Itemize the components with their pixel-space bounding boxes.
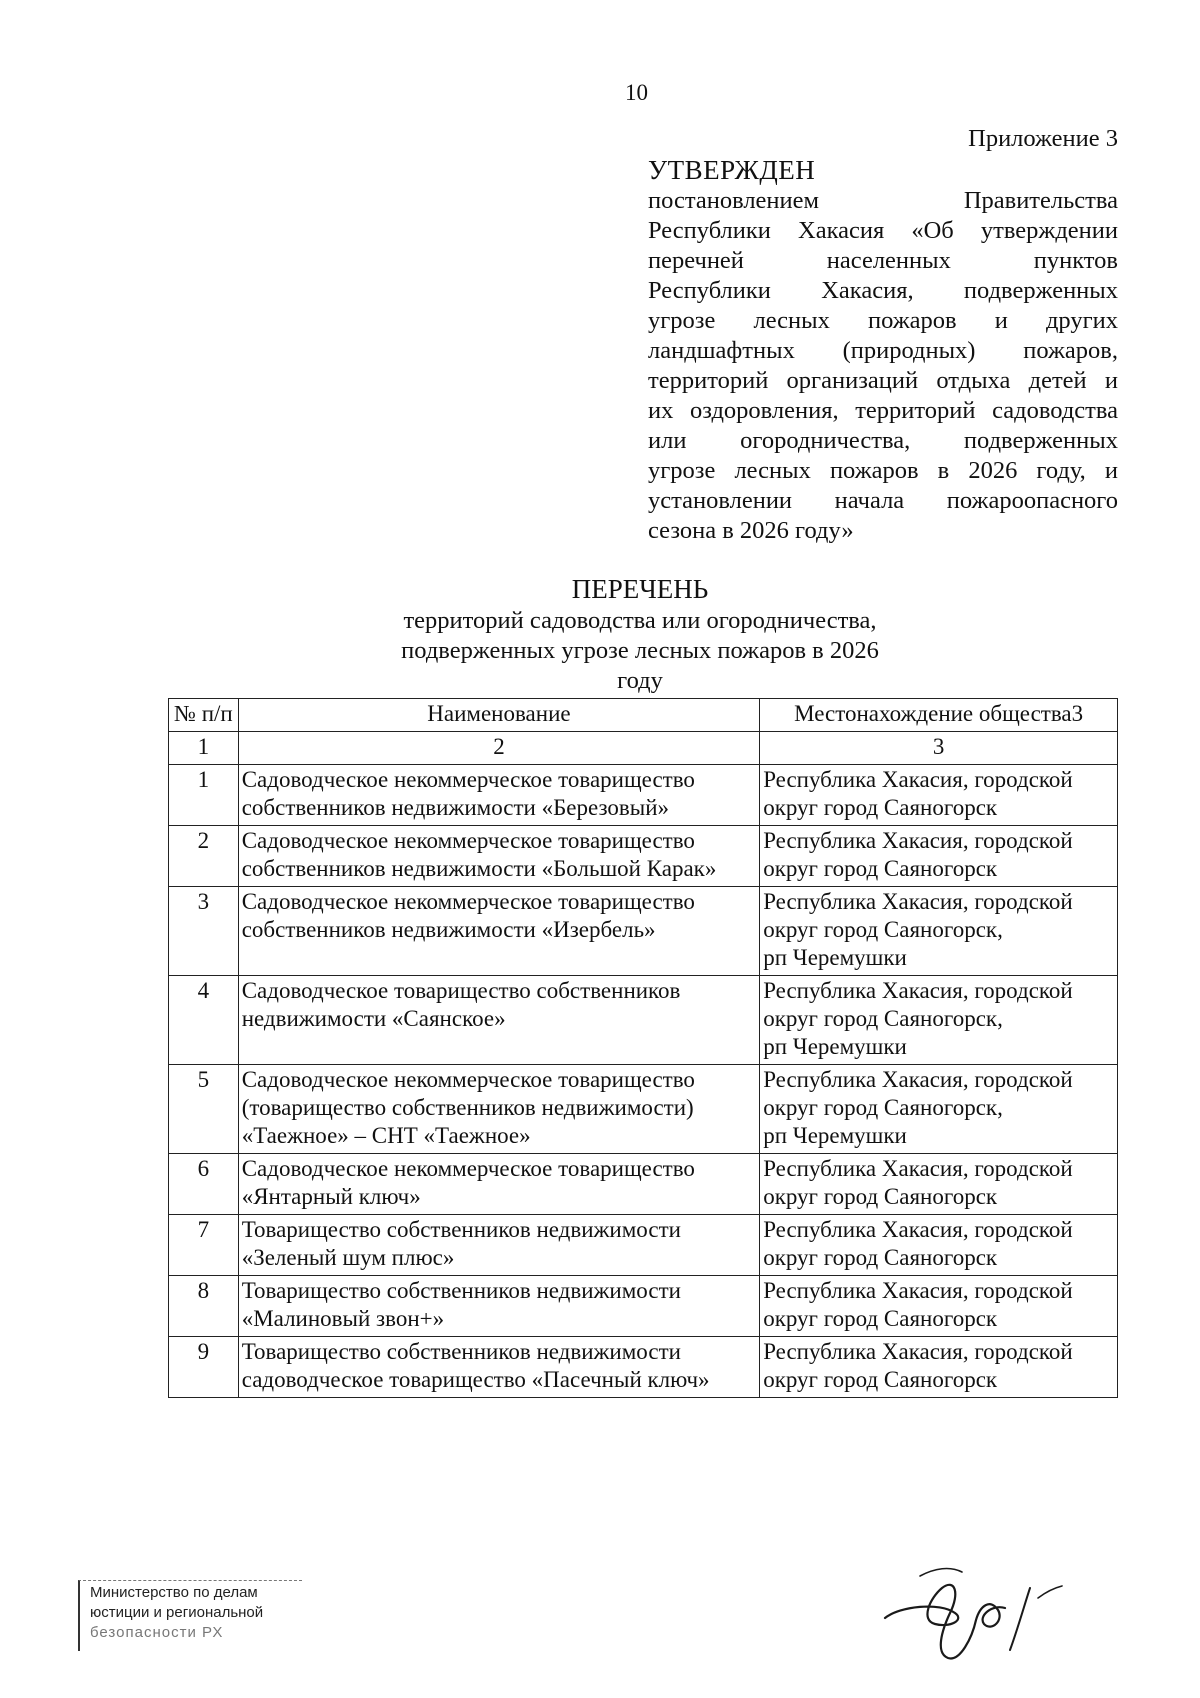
approval-text-line: Республики Хакасия «Об утверждении <box>648 217 1118 244</box>
column-number: 3 <box>760 732 1118 765</box>
row-name-line: Садоводческое некоммерческое товарищество <box>241 889 695 914</box>
table-row <box>169 887 1118 976</box>
row-name <box>238 1154 759 1215</box>
row-number: 2 <box>169 826 239 887</box>
row-name-line: собственников недвижимости «Изербель» <box>241 917 656 942</box>
stamp-line: безопасности РХ <box>90 1624 224 1641</box>
row-name-line: Садоводческое некоммерческое товарищество <box>241 767 695 792</box>
table-row <box>169 1337 1118 1398</box>
approval-text-line: угрозе лесных пожаров в 2026 году, и <box>648 457 1118 484</box>
row-name-line: «Янтарный ключ» <box>241 1184 421 1209</box>
list-title: ПЕРЕЧЕНЬ <box>571 574 709 604</box>
row-name <box>238 1215 759 1276</box>
row-location-line: округ город Саяногорск <box>763 1306 998 1331</box>
row-name-line: «Таежное» – СНТ «Таежное» <box>241 1123 531 1148</box>
row-number: 4 <box>169 976 239 1065</box>
row-number: 1 <box>169 765 239 826</box>
row-location-line: округ город Саяногорск, <box>763 1095 1003 1120</box>
row-location <box>760 1276 1118 1337</box>
row-name <box>238 1065 759 1154</box>
row-number: 9 <box>169 1337 239 1398</box>
row-number: 3 <box>169 887 239 976</box>
appendix-label: Приложение 3 <box>968 125 1118 152</box>
approved-label: УТВЕРЖДЕН <box>648 155 816 185</box>
approval-text-line: территорий организаций отдыха детей и <box>648 367 1118 394</box>
row-location <box>760 976 1118 1065</box>
approval-text-line: их оздоровления, территорий садоводства <box>648 397 1118 424</box>
row-name <box>238 1276 759 1337</box>
row-location-line: округ город Саяногорск <box>763 795 998 820</box>
row-name-line: Садоводческое товарищество собственников <box>241 978 681 1003</box>
row-location-line: рп Черемушки <box>763 945 907 970</box>
row-name-line: Товарищество собственников недвижимости <box>241 1339 681 1364</box>
row-location-line: округ город Саяногорск <box>763 856 998 881</box>
row-location-line: Республика Хакасия, городской <box>763 978 1073 1003</box>
row-location <box>760 1154 1118 1215</box>
table-row <box>169 976 1118 1065</box>
approval-text-line: установлении начала пожароопасного <box>648 487 1118 514</box>
row-location <box>760 765 1118 826</box>
row-location-line: округ город Саяногорск, <box>763 1006 1003 1031</box>
row-name-line: Садоводческое некоммерческое товарищество <box>241 1156 695 1181</box>
row-name-line: Товарищество собственников недвижимости <box>241 1217 681 1242</box>
approval-text <box>648 186 1118 546</box>
approval-text-line: ландшафтных (природных) пожаров, <box>648 337 1118 364</box>
ministry-stamp <box>78 1580 302 1651</box>
approval-text-line: постановлением Правительства <box>648 187 1118 214</box>
row-name-line: Садоводческое некоммерческое товарищество <box>241 1067 695 1092</box>
approval-block <box>648 124 1118 546</box>
column-number: 1 <box>169 732 239 765</box>
row-location <box>760 826 1118 887</box>
page-number: 10 <box>625 80 648 105</box>
row-name <box>238 1337 759 1398</box>
row-location-line: округ город Саяногорск <box>763 1245 998 1270</box>
approval-text-line: Республики Хакасия, подверженных <box>648 277 1118 304</box>
row-number: 6 <box>169 1154 239 1215</box>
column-number: 2 <box>238 732 759 765</box>
list-subtitle: территорий садоводства или огородничества, подверженных угрозе лесных пожаров в 2026 году <box>401 607 879 694</box>
table-row <box>169 1276 1118 1337</box>
header-number: № п/п <box>169 699 239 732</box>
row-number: 5 <box>169 1065 239 1154</box>
row-name-line: (товарищество собственников недвижимости) <box>241 1095 694 1120</box>
table-row <box>169 1154 1118 1215</box>
header-name: Наименование <box>238 699 759 732</box>
stamp-line: Министерство по делам <box>90 1584 258 1601</box>
row-location <box>760 1337 1118 1398</box>
column-number-row <box>169 732 1118 765</box>
row-name-line: садоводческое товарищество «Пасечный ключ» <box>241 1367 710 1392</box>
row-location-line: округ город Саяногорск <box>763 1367 998 1392</box>
row-location <box>760 887 1118 976</box>
row-name-line: Товарищество собственников недвижимости <box>241 1278 681 1303</box>
row-name-line: «Зеленый шум плюс» <box>241 1245 455 1270</box>
row-name-line: «Малиновый звон+» <box>241 1306 445 1331</box>
row-name <box>238 826 759 887</box>
row-location-line: округ город Саяногорск <box>763 1184 998 1209</box>
table-row <box>169 1215 1118 1276</box>
table-header-row <box>169 699 1118 732</box>
row-number: 7 <box>169 1215 239 1276</box>
table-body <box>169 765 1118 1398</box>
row-location-line: рп Черемушки <box>763 1123 907 1148</box>
row-location-line: Республика Хакасия, городской <box>763 767 1073 792</box>
row-location <box>760 1065 1118 1154</box>
approval-text-line: угрозе лесных пожаров и других <box>648 307 1118 334</box>
row-name-line: Садоводческое некоммерческое товарищество <box>241 828 695 853</box>
handwritten-signature <box>880 1558 1080 1668</box>
list-heading <box>150 574 1130 696</box>
table-row <box>169 826 1118 887</box>
row-name <box>238 976 759 1065</box>
row-location-line: рп Черемушки <box>763 1034 907 1059</box>
header-location: Местонахождение общества3 <box>760 699 1118 732</box>
approval-text-line: сезона в 2026 году» <box>648 517 854 544</box>
row-location-line: Республика Хакасия, городской <box>763 828 1073 853</box>
table-row <box>169 765 1118 826</box>
stamp-line: юстиции и региональной <box>90 1604 264 1621</box>
row-location-line: Республика Хакасия, городской <box>763 1278 1073 1303</box>
approval-text-line: или огородничества, подверженных <box>648 427 1118 454</box>
row-location-line: округ город Саяногорск, <box>763 917 1003 942</box>
row-name-line: собственников недвижимости «Березовый» <box>241 795 670 820</box>
row-name-line: недвижимости «Саянское» <box>241 1006 506 1031</box>
territories-table <box>168 698 1118 1398</box>
row-number: 8 <box>169 1276 239 1337</box>
row-name <box>238 765 759 826</box>
row-name <box>238 887 759 976</box>
row-location-line: Республика Хакасия, городской <box>763 889 1073 914</box>
row-name-line: собственников недвижимости «Большой Карак» <box>241 856 717 881</box>
table-row <box>169 1065 1118 1154</box>
row-location <box>760 1215 1118 1276</box>
row-location-line: Республика Хакасия, городской <box>763 1156 1073 1181</box>
approval-text-line: перечней населенных пунктов <box>648 247 1118 274</box>
row-location-line: Республика Хакасия, городской <box>763 1067 1073 1092</box>
row-location-line: Республика Хакасия, городской <box>763 1339 1073 1364</box>
row-location-line: Республика Хакасия, городской <box>763 1217 1073 1242</box>
